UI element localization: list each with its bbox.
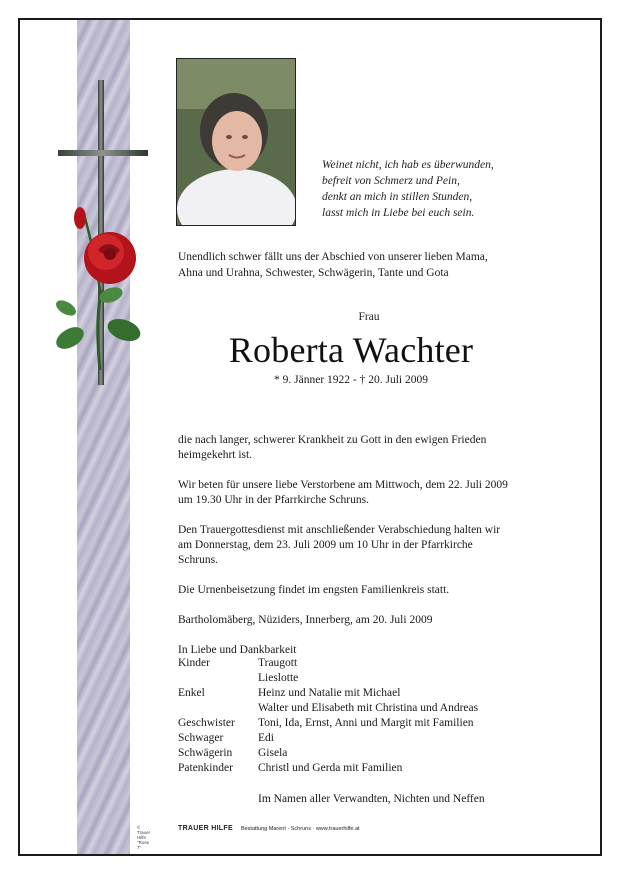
closing-line: Im Namen aller Verwandten, Nichten und Neffen	[258, 793, 485, 805]
deceased-name: Roberta Wachter	[228, 330, 474, 370]
family-names: Walter und Elisabeth mit Christina und Andreas	[258, 702, 479, 714]
family-row	[178, 746, 568, 761]
relation-label: Schwager	[178, 732, 224, 744]
poem	[322, 157, 582, 221]
family-row	[178, 701, 568, 716]
intro-text	[178, 249, 568, 281]
portrait-photo	[176, 58, 296, 226]
family-names: Edi	[258, 732, 274, 744]
family-list	[178, 656, 568, 776]
family-row	[178, 671, 568, 686]
intro-line: Unendlich schwer fällt uns der Abschied von unserer lieben Mama,	[178, 251, 488, 263]
footer-text: Bestattung Marent · Schruns · www.trauerhilfe.at	[240, 826, 360, 832]
poem-line: lasst mich in Liebe bei euch sein.	[322, 207, 475, 219]
paragraph-line: am Donnerstag, dem 23. Juli 2009 um 10 Uhr in der Pfarrkirche	[178, 539, 473, 551]
family-row	[178, 656, 568, 671]
paragraph-line: Schruns.	[178, 554, 218, 566]
poem-line: befreit von Schmerz und Pein,	[322, 175, 460, 187]
relation-label: Patenkinder	[178, 762, 233, 774]
paragraph-line: die nach langer, schwerer Krankheit zu Gott in den ewigen Frieden	[178, 434, 487, 446]
relation-label	[178, 671, 258, 686]
family-row	[178, 761, 568, 776]
footer	[178, 825, 360, 832]
family-names: Gisela	[258, 747, 288, 759]
family-row	[178, 686, 568, 701]
paragraph-line: Den Trauergottesdienst mit anschließender Verabschiedung halten wir	[178, 524, 501, 536]
paragraph-line: Wir beten für unsere liebe Verstorbene am Mittwoch, dem 22. Juli 2009	[178, 479, 508, 491]
family-names: Christl und Gerda mit Familien	[258, 762, 403, 774]
cross-with-rose-icon	[48, 80, 158, 410]
family-names: Toni, Ida, Ernst, Anni und Margit mit Familien	[258, 717, 474, 729]
paragraph-line: um 19.30 Uhr in der Pfarrkirche Schruns.	[178, 494, 369, 506]
relation-label: Schwägerin	[178, 747, 233, 759]
relation-label: Enkel	[178, 687, 205, 699]
band-copyright: © Trauer Hilfe "Rose 7"	[137, 825, 151, 850]
family-names: Traugott	[258, 657, 298, 669]
paragraph-line: Bartholomäberg, Nüziders, Innerberg, am 20. Juli 2009	[178, 614, 433, 626]
paragraph-line: In Liebe und Dankbarkeit	[178, 644, 297, 656]
salutation: Frau	[358, 311, 380, 323]
footer-brand: TRAUER HILFE	[178, 825, 233, 832]
announcement-body	[178, 418, 568, 673]
family-row	[178, 731, 568, 746]
relation-label	[178, 701, 258, 716]
relation-label: Kinder	[178, 657, 210, 669]
intro-line: Ahna und Urahna, Schwester, Schwägerin, Tante und Gota	[178, 267, 449, 279]
relation-label: Geschwister	[178, 717, 235, 729]
family-names: Lieslotte	[258, 672, 299, 684]
family-row	[178, 716, 568, 731]
family-names: Heinz und Natalie mit Michael	[258, 687, 401, 699]
life-dates: * 9. Jänner 1922 - † 20. Juli 2009	[274, 374, 428, 386]
rose-icon	[53, 207, 144, 370]
poem-line: denkt an mich in stillen Stunden,	[322, 191, 473, 203]
paragraph-line: heimgekehrt ist.	[178, 449, 253, 461]
paragraph-line: Die Urnenbeisetzung findet im engsten Familienkreis statt.	[178, 584, 450, 596]
poem-line: Weinet nicht, ich hab es überwunden,	[322, 159, 494, 171]
